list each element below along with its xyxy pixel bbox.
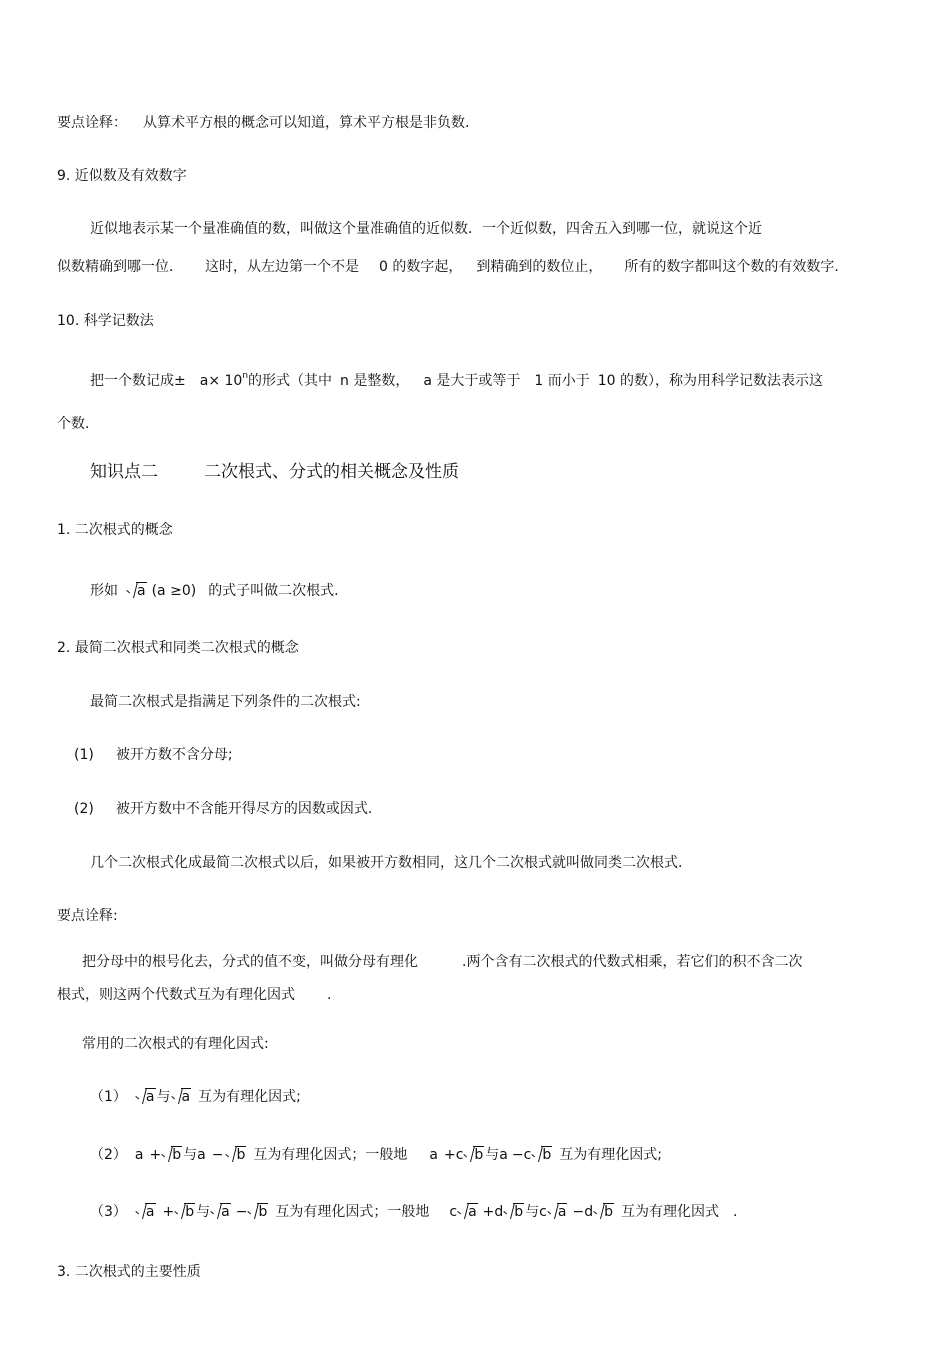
sqrt-expression: [594, 1202, 614, 1222]
text-span: 形如: [90, 583, 118, 599]
paragraph: [90, 371, 823, 391]
radicand: b: [185, 1204, 195, 1220]
text-span: 1 而小于: [534, 373, 590, 389]
sqrt-expression: [127, 581, 147, 601]
list-item: [74, 799, 372, 819]
radicand: a: [137, 583, 146, 599]
math-span: a: [197, 1147, 206, 1163]
sqrt-expression: [136, 1202, 156, 1222]
math-span: a: [134, 1147, 144, 1163]
math-span: a: [429, 1147, 438, 1163]
math-span: c: [523, 1147, 532, 1163]
list-text: 被开方数中不含能开得尽方的因数或因式.: [115, 801, 373, 817]
math-span: c: [455, 1147, 464, 1163]
note-paragraph: [57, 113, 469, 133]
math-span: +: [149, 1147, 162, 1163]
paragraph: 近似地表示某一个量准确值的数，叫做这个量准确值的近似数．一个近似数，四舍五入到哪一位，就说这个近: [90, 221, 762, 237]
text-span: 互为有理化因式;: [559, 1147, 662, 1163]
formula-number: （2）: [90, 1147, 127, 1163]
text-span: 0 的数字起，: [379, 259, 463, 275]
note-text: 从算术平方根的概念可以知道，算术平方根是非负数.: [143, 115, 470, 131]
math-span: −: [572, 1204, 585, 1220]
formula-number: （3）: [90, 1204, 127, 1220]
text-span: 与: [183, 1147, 198, 1163]
radicand: a: [145, 1089, 155, 1105]
sqrt-expression: [175, 1202, 195, 1222]
math-span: a: [499, 1147, 508, 1163]
math-span: c: [539, 1204, 547, 1220]
sqrt-expression: [248, 1202, 268, 1222]
note-label: 要点诠释：: [57, 115, 127, 131]
text-span: 互为有理化因式: [620, 1204, 719, 1220]
text-span: 的式子叫做二次根式.: [208, 583, 339, 599]
section-heading-10: 10. 科学记数法: [57, 313, 154, 329]
sqrt-expression: [532, 1145, 552, 1165]
text-span: 互为有理化因式；一般地: [253, 1147, 408, 1163]
text-span: 互为有理化因式;: [198, 1089, 301, 1105]
text-span: 这时，从左边第一个不是: [205, 259, 359, 275]
radicand: b: [514, 1204, 524, 1220]
paragraph: 最简二次根式是指满足下列条件的二次根式:: [90, 694, 361, 710]
list-number: (2): [74, 801, 94, 817]
text-span: 与: [196, 1204, 211, 1220]
paragraph: 几个二次根式化成最简二次根式以后，如果被开方数相同，这几个二次根式就叫做同类二次根式.: [90, 855, 683, 871]
sqrt-expression: [464, 1145, 484, 1165]
text-span: n 是整数，: [340, 373, 410, 389]
heading-title: 二次根式、分式的相关概念及性质: [204, 462, 459, 482]
text-span: .: [732, 1204, 738, 1220]
radicand: a: [181, 1089, 191, 1105]
sqrt-expression: [172, 1087, 192, 1107]
list-item: [74, 745, 233, 765]
radicand: a: [221, 1204, 230, 1220]
formula-number: （1）: [90, 1089, 127, 1105]
text-span: 与: [525, 1204, 540, 1220]
sqrt-expression: [136, 1087, 156, 1107]
formula-line: [90, 1202, 737, 1222]
section-heading: 2. 最简二次根式和同类二次根式的概念: [57, 640, 299, 656]
math-span: −: [211, 1147, 224, 1163]
list-text: 被开方数不含分母;: [115, 747, 233, 763]
math-span: d: [584, 1204, 594, 1220]
text-span: 10 的数），称为用科学记数法表示这: [597, 373, 824, 389]
text-span: 的形式（其中: [248, 373, 333, 389]
math-span: d: [494, 1204, 504, 1220]
math-span: c: [449, 1204, 458, 1220]
radicand: b: [258, 1204, 268, 1220]
math-span: +: [162, 1204, 175, 1220]
radicand: b: [236, 1147, 246, 1163]
text-span: 把分母中的根号化去，分式的值不变，叫做分母有理化: [82, 954, 418, 970]
note-label: 要点诠释:: [57, 908, 118, 924]
text-span: 把一个数记成±: [90, 373, 186, 389]
math-span: −: [235, 1204, 248, 1220]
math-span: a× 10: [199, 373, 243, 389]
radicand: a: [468, 1204, 477, 1220]
radicand: b: [172, 1147, 182, 1163]
exponent: n: [242, 371, 249, 381]
radicand: b: [542, 1147, 552, 1163]
paragraph: [57, 257, 839, 277]
radicand: b: [474, 1147, 484, 1163]
radicand: a: [145, 1204, 155, 1220]
section-heading: 1. 二次根式的概念: [57, 522, 173, 538]
radicand: b: [604, 1204, 613, 1220]
text-span: .两个含有二次根式的代数式相乘，若它们的积不含二次: [462, 954, 803, 970]
paragraph: 个数.: [57, 416, 90, 432]
paragraph: [57, 985, 331, 1005]
paragraph: 常用的二次根式的有理化因式:: [82, 1036, 269, 1052]
text-span: 似数精确到哪一位．: [57, 259, 183, 275]
formula-line: [90, 1145, 662, 1165]
math-span: −: [511, 1147, 524, 1163]
paragraph: [90, 581, 339, 601]
knowledge-point-heading: [90, 460, 459, 484]
sqrt-expression: [226, 1145, 246, 1165]
math-span: (a ≥0): [151, 583, 197, 599]
sqrt-expression: [162, 1145, 182, 1165]
text-span: 到精确到的数位止，: [476, 259, 603, 275]
section-heading-9: 9. 近似数及有效数字: [57, 168, 187, 184]
radicand: a: [557, 1204, 567, 1220]
text-span: 与: [156, 1089, 171, 1105]
sqrt-expression: [458, 1202, 478, 1222]
sqrt-expression: [504, 1202, 524, 1222]
text-span: .: [327, 987, 332, 1003]
section-heading: 3. 二次根式的主要性质: [57, 1264, 201, 1280]
heading-label: 知识点二: [90, 462, 158, 482]
math-span: +: [443, 1147, 456, 1163]
list-number: (1): [74, 747, 94, 763]
text-span: a 是大于或等于: [423, 373, 521, 389]
text-span: 所有的数字都叫这个数的有效数字.: [624, 259, 839, 275]
sqrt-expression: [211, 1202, 231, 1222]
text-span: 与: [485, 1147, 500, 1163]
formula-line: [90, 1087, 301, 1107]
sqrt-expression: [548, 1202, 568, 1222]
text-span: 根式，则这两个代数式互为有理化因式: [57, 987, 295, 1003]
text-span: 互为有理化因式；一般地: [275, 1204, 430, 1220]
math-span: +: [482, 1204, 495, 1220]
paragraph: [82, 952, 802, 972]
